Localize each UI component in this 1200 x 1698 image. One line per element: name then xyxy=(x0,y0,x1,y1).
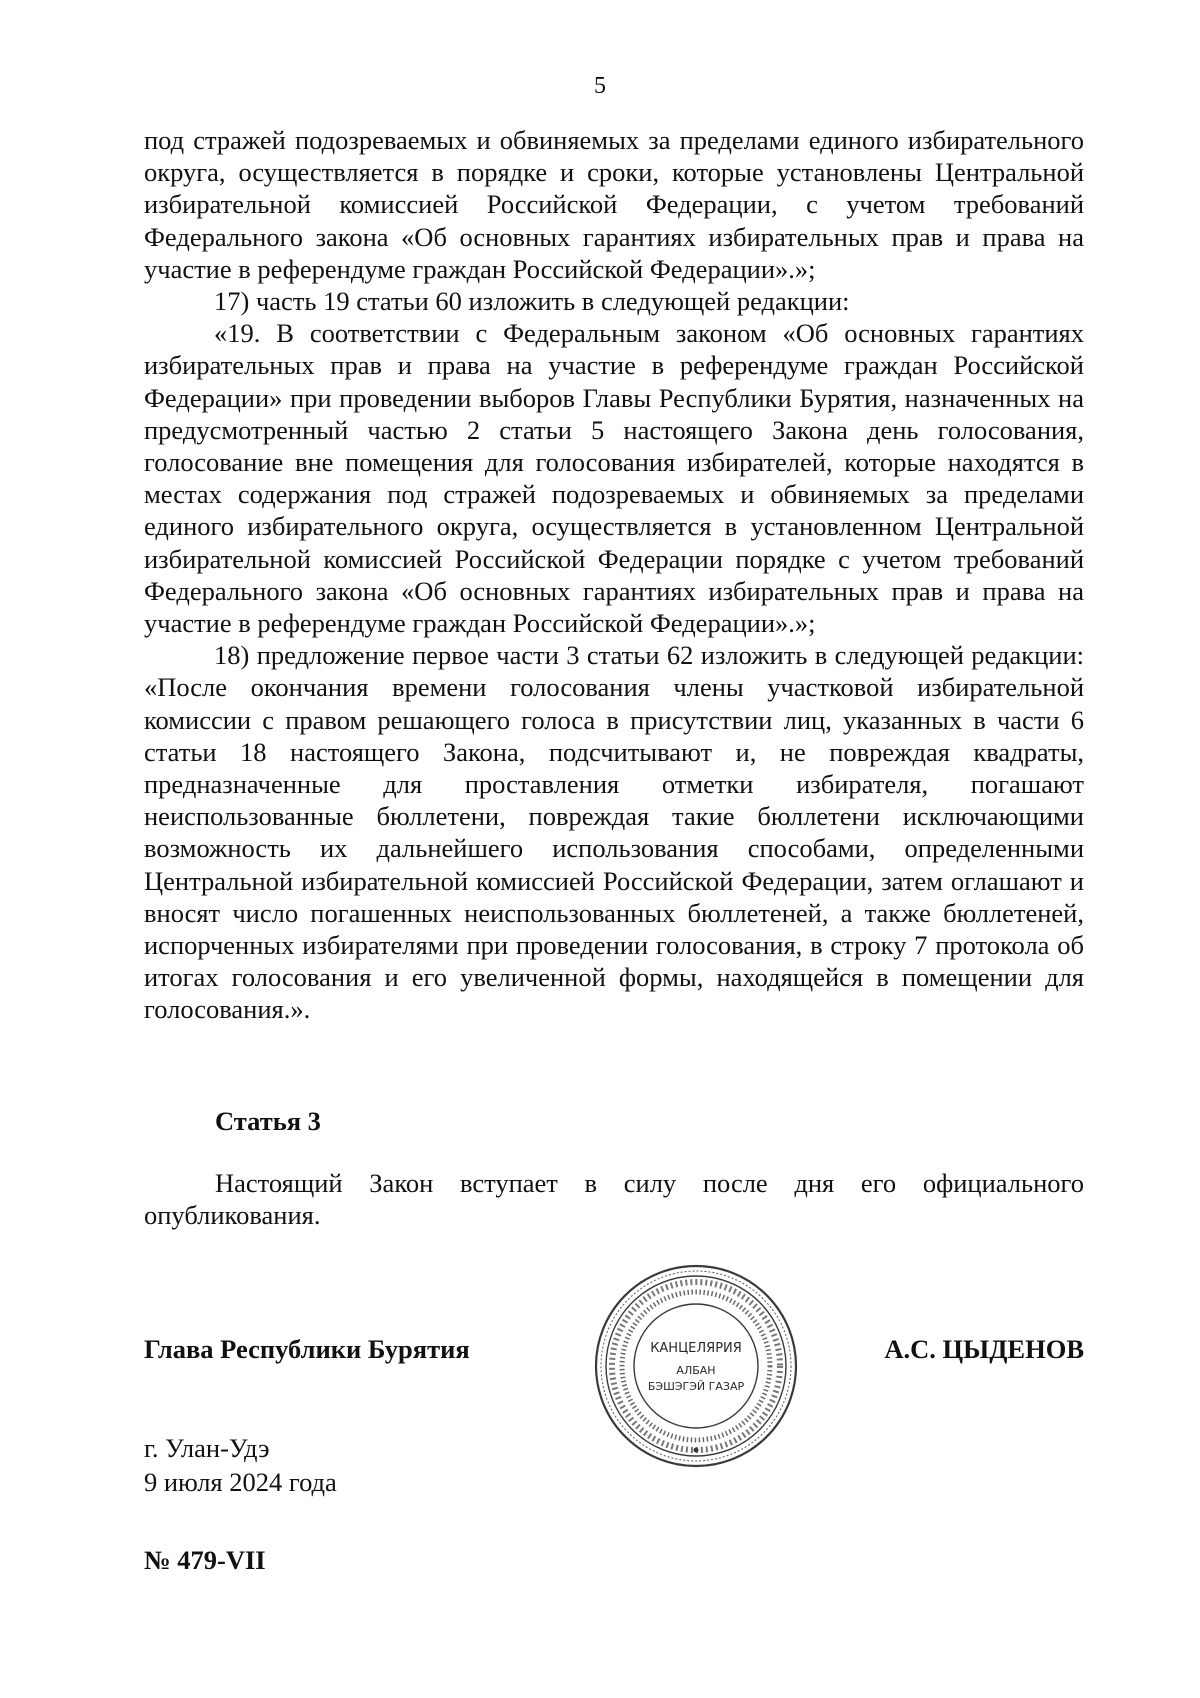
document-body xyxy=(144,124,1084,1026)
place-of-signing: г. Улан-Удэ xyxy=(144,1433,270,1463)
date-of-signing: 9 июля 2024 года xyxy=(144,1467,337,1497)
paragraph-part-19: «19. В соответствии с Федеральным законом «Об основных гарантиях избирательных прав и права на участие в референдуме граждан Российской Федерации» при проведении выборов Главы Республики Бурятия, назначенных на предусмотренный частью 2 статьи 5 настоящего Закона день голосования, голосование вне помещения для голосования избирателей, которые находятся в местах содержания под стражей подозреваемых и обвиняемых за пределами единого избирательного округа, осуществляется в установленном Центральной избирательной комиссией Российской Федерации порядке с учетом требований Федерального закона «Об основных гарантиях избирательных прав и права на участие в референдуме граждан Российской Федерации».»; xyxy=(144,318,1084,639)
paragraph-item-17: 17) часть 19 статьи 60 изложить в следующей редакции: xyxy=(214,286,850,317)
paragraph-item-18: 18) предложение первое части 3 статьи 62 изложить в следующей редакции: «После окончания времени голосования члены участковой избирательной комиссии с правом решающего голоса в присутствии лиц, указанных в части 6 статьи 18 настоящего Закона, подсчитывают и, не повреждая квадраты, предназначенные для проставления отметки избирателя, погашают неиспользованные бюллетени, повреждая такие бюллетени исключающими возможность их дальнейшего использования способами, определенными Центральной избирательной комиссией Российской Федерации, затем оглашают и вносят число погашенных неиспользованных бюллетеней, а также бюллетеней, испорченных избирателями при проведении голосования, в строку 7 протокола об итогах голосования и его увеличенной формы, находящейся в помещении для голосования.». xyxy=(144,640,1084,1025)
seal-graphic xyxy=(592,1262,800,1470)
seal-text-line1: КАНЦЕЛЯРИЯ xyxy=(650,1341,742,1356)
official-seal xyxy=(592,1262,800,1470)
paragraph-continuation: под стражей подозреваемых и обвиняемых за пределами единого избирательного округа, осуществляется в порядке и сроки, которые установлены Центральной избирательной комиссией Российской Федерации, с учетом требований Федерального закона «Об основных гарантиях избирательных прав и права на участие в референдуме граждан Российской Федерации».»; xyxy=(144,125,1084,284)
law-number: № 479-VII xyxy=(144,1545,266,1575)
seal-text-line3: БЭШЭГЭЙ ГАЗАР xyxy=(647,1380,745,1393)
signer-title: Глава Республики Бурятия xyxy=(144,1334,470,1364)
article-text: Настоящий Закон вступает в силу после дня его официального опубликования. xyxy=(144,1168,1084,1231)
seal-text-line2: АЛБАН xyxy=(676,1364,716,1377)
article-heading: Статья 3 xyxy=(215,1106,321,1136)
page-number: 5 xyxy=(594,73,606,99)
signer-name: А.С. ЦЫДЕНОВ xyxy=(884,1334,1084,1364)
